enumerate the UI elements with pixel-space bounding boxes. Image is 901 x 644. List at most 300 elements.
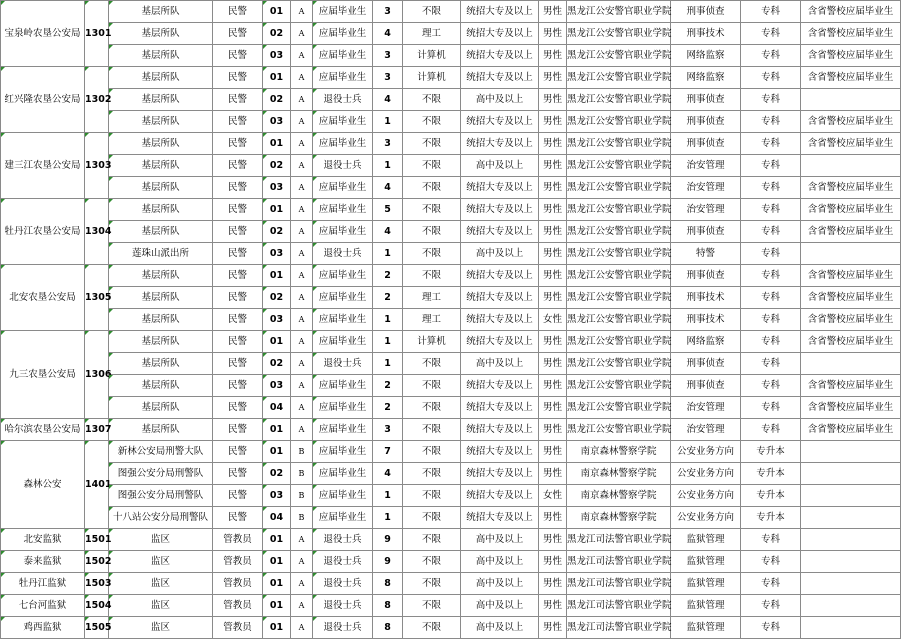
- unit-name-cell: 北安监狱: [1, 529, 85, 551]
- grade-cell: A: [291, 243, 313, 265]
- unit-name-cell: 宝泉岭农垦公安局: [1, 1, 85, 67]
- position-cell: 管教员: [213, 551, 263, 573]
- school-cell: 黑龙江公安警官职业学院: [567, 155, 671, 177]
- unit-name-cell: 牡丹江监狱: [1, 573, 85, 595]
- education-cell: 高中及以上: [461, 529, 539, 551]
- level-cell: 专科: [741, 573, 801, 595]
- education-cell: 统招大专及以上: [461, 287, 539, 309]
- remark-cell: 含省警校应届毕业生: [801, 309, 901, 331]
- recruit-source-cell: 应届毕业生: [313, 287, 373, 309]
- remark-cell: 含省警校应届毕业生: [801, 45, 901, 67]
- table-row: [1, 111, 901, 133]
- recruit-source-cell: 应届毕业生: [313, 265, 373, 287]
- headcount-cell: 4: [373, 463, 403, 485]
- unit-code-cell: 1301: [85, 1, 109, 67]
- department-cell: 基层所队: [109, 265, 213, 287]
- grade-cell: A: [291, 529, 313, 551]
- major-cell: 不限: [403, 375, 461, 397]
- grade-cell: A: [291, 1, 313, 23]
- remark-cell: 含省警校应届毕业生: [801, 1, 901, 23]
- department-cell: 基层所队: [109, 353, 213, 375]
- school-cell: 南京森林警察学院: [567, 463, 671, 485]
- recruit-source-cell: 应届毕业生: [313, 309, 373, 331]
- gender-cell: 男性: [539, 177, 567, 199]
- training-major-cell: 刑事侦查: [671, 89, 741, 111]
- remark-cell: 含省警校应届毕业生: [801, 67, 901, 89]
- gender-cell: 女性: [539, 485, 567, 507]
- headcount-cell: 1: [373, 309, 403, 331]
- department-cell: 基层所队: [109, 155, 213, 177]
- grade-cell: A: [291, 265, 313, 287]
- table-row: [1, 463, 901, 485]
- major-cell: 不限: [403, 221, 461, 243]
- position-cell: 民警: [213, 309, 263, 331]
- level-cell: 专科: [741, 243, 801, 265]
- unit-name-cell: 红兴隆农垦公安局: [1, 67, 85, 133]
- table-row: [1, 1, 901, 23]
- major-cell: 不限: [403, 485, 461, 507]
- training-major-cell: 治安管理: [671, 199, 741, 221]
- level-cell: 专升本: [741, 441, 801, 463]
- gender-cell: 男性: [539, 331, 567, 353]
- headcount-cell: 1: [373, 331, 403, 353]
- department-cell: 基层所队: [109, 287, 213, 309]
- table-row: [1, 529, 901, 551]
- major-cell: 不限: [403, 111, 461, 133]
- major-cell: 不限: [403, 265, 461, 287]
- department-cell: 基层所队: [109, 23, 213, 45]
- gender-cell: 女性: [539, 309, 567, 331]
- position-cell: 民警: [213, 199, 263, 221]
- unit-code-cell: 1302: [85, 67, 109, 133]
- major-cell: 不限: [403, 573, 461, 595]
- remark-cell: 含省警校应届毕业生: [801, 133, 901, 155]
- grade-cell: A: [291, 375, 313, 397]
- training-major-cell: 公安业务方向: [671, 463, 741, 485]
- training-major-cell: 刑事技术: [671, 309, 741, 331]
- recruit-source-cell: 应届毕业生: [313, 375, 373, 397]
- position-number-cell: 01: [263, 1, 291, 23]
- unit-code-cell: 1307: [85, 419, 109, 441]
- major-cell: 不限: [403, 463, 461, 485]
- recruit-source-cell: 应届毕业生: [313, 23, 373, 45]
- position-number-cell: 02: [263, 155, 291, 177]
- major-cell: 不限: [403, 617, 461, 639]
- gender-cell: 男性: [539, 375, 567, 397]
- department-cell: 图强公安分局刑警队: [109, 485, 213, 507]
- position-cell: 民警: [213, 265, 263, 287]
- school-cell: 黑龙江公安警官职业学院: [567, 309, 671, 331]
- gender-cell: 男性: [539, 199, 567, 221]
- headcount-cell: 4: [373, 177, 403, 199]
- major-cell: 不限: [403, 397, 461, 419]
- education-cell: 统招大专及以上: [461, 265, 539, 287]
- education-cell: 统招大专及以上: [461, 331, 539, 353]
- headcount-cell: 2: [373, 287, 403, 309]
- remark-cell: [801, 551, 901, 573]
- headcount-cell: 1: [373, 353, 403, 375]
- grade-cell: A: [291, 617, 313, 639]
- position-cell: 民警: [213, 331, 263, 353]
- gender-cell: 男性: [539, 23, 567, 45]
- grade-cell: A: [291, 177, 313, 199]
- gender-cell: 男性: [539, 617, 567, 639]
- remark-cell: [801, 441, 901, 463]
- gender-cell: 男性: [539, 353, 567, 375]
- level-cell: 专科: [741, 331, 801, 353]
- unit-code-cell: 1504: [85, 595, 109, 617]
- headcount-cell: 1: [373, 507, 403, 529]
- remark-cell: 含省警校应届毕业生: [801, 397, 901, 419]
- major-cell: 不限: [403, 1, 461, 23]
- position-cell: 民警: [213, 397, 263, 419]
- level-cell: 专科: [741, 133, 801, 155]
- education-cell: 统招大专及以上: [461, 485, 539, 507]
- table-row: [1, 177, 901, 199]
- position-cell: 民警: [213, 243, 263, 265]
- unit-code-cell: 1503: [85, 573, 109, 595]
- education-cell: 统招大专及以上: [461, 111, 539, 133]
- position-number-cell: 01: [263, 617, 291, 639]
- table-row: [1, 89, 901, 111]
- headcount-cell: 1: [373, 485, 403, 507]
- headcount-cell: 9: [373, 529, 403, 551]
- headcount-cell: 8: [373, 573, 403, 595]
- education-cell: 高中及以上: [461, 617, 539, 639]
- grade-cell: A: [291, 353, 313, 375]
- remark-cell: 含省警校应届毕业生: [801, 331, 901, 353]
- school-cell: 黑龙江公安警官职业学院: [567, 397, 671, 419]
- position-number-cell: 02: [263, 89, 291, 111]
- recruit-source-cell: 退役士兵: [313, 89, 373, 111]
- education-cell: 统招大专及以上: [461, 67, 539, 89]
- table-row: [1, 353, 901, 375]
- department-cell: 新林公安局刑警大队: [109, 441, 213, 463]
- department-cell: 基层所队: [109, 1, 213, 23]
- level-cell: 专科: [741, 67, 801, 89]
- gender-cell: 男性: [539, 265, 567, 287]
- position-cell: 民警: [213, 419, 263, 441]
- education-cell: 统招大专及以上: [461, 375, 539, 397]
- training-major-cell: 公安业务方向: [671, 485, 741, 507]
- position-cell: 管教员: [213, 573, 263, 595]
- training-major-cell: 网络监察: [671, 45, 741, 67]
- education-cell: 统招大专及以上: [461, 133, 539, 155]
- remark-cell: [801, 617, 901, 639]
- school-cell: 黑龙江司法警官职业学院: [567, 573, 671, 595]
- position-cell: 民警: [213, 353, 263, 375]
- remark-cell: 含省警校应届毕业生: [801, 221, 901, 243]
- position-cell: 民警: [213, 177, 263, 199]
- gender-cell: 男性: [539, 243, 567, 265]
- gender-cell: 男性: [539, 441, 567, 463]
- headcount-cell: 3: [373, 419, 403, 441]
- school-cell: 黑龙江司法警官职业学院: [567, 617, 671, 639]
- school-cell: 南京森林警察学院: [567, 441, 671, 463]
- department-cell: 十八站公安分局刑警队: [109, 507, 213, 529]
- training-major-cell: 刑事侦查: [671, 265, 741, 287]
- grade-cell: A: [291, 221, 313, 243]
- grade-cell: B: [291, 485, 313, 507]
- position-number-cell: 03: [263, 177, 291, 199]
- department-cell: 基层所队: [109, 45, 213, 67]
- level-cell: 专科: [741, 265, 801, 287]
- education-cell: 统招大专及以上: [461, 441, 539, 463]
- education-cell: 统招大专及以上: [461, 419, 539, 441]
- level-cell: 专科: [741, 551, 801, 573]
- position-cell: 管教员: [213, 529, 263, 551]
- headcount-cell: 4: [373, 89, 403, 111]
- level-cell: 专科: [741, 419, 801, 441]
- headcount-cell: 3: [373, 67, 403, 89]
- table-row: [1, 595, 901, 617]
- education-cell: 统招大专及以上: [461, 463, 539, 485]
- department-cell: 基层所队: [109, 199, 213, 221]
- grade-cell: A: [291, 309, 313, 331]
- table-row: [1, 221, 901, 243]
- department-cell: 基层所队: [109, 309, 213, 331]
- education-cell: 高中及以上: [461, 551, 539, 573]
- level-cell: 专科: [741, 177, 801, 199]
- unit-name-cell: 森林公安: [1, 441, 85, 529]
- recruit-source-cell: 应届毕业生: [313, 221, 373, 243]
- training-major-cell: 网络监察: [671, 331, 741, 353]
- level-cell: 专科: [741, 23, 801, 45]
- remark-cell: [801, 353, 901, 375]
- table-row: [1, 375, 901, 397]
- level-cell: 专科: [741, 287, 801, 309]
- recruit-source-cell: 退役士兵: [313, 529, 373, 551]
- position-number-cell: 01: [263, 529, 291, 551]
- education-cell: 统招大专及以上: [461, 1, 539, 23]
- remark-cell: 含省警校应届毕业生: [801, 265, 901, 287]
- table-row: [1, 485, 901, 507]
- grade-cell: A: [291, 155, 313, 177]
- education-cell: 高中及以上: [461, 243, 539, 265]
- department-cell: 基层所队: [109, 397, 213, 419]
- unit-name-cell: 北安农垦公安局: [1, 265, 85, 331]
- position-cell: 民警: [213, 221, 263, 243]
- department-cell: 莲珠山派出所: [109, 243, 213, 265]
- table-row: [1, 419, 901, 441]
- major-cell: 不限: [403, 133, 461, 155]
- recruit-source-cell: 退役士兵: [313, 551, 373, 573]
- major-cell: 不限: [403, 199, 461, 221]
- education-cell: 高中及以上: [461, 89, 539, 111]
- remark-cell: [801, 595, 901, 617]
- position-number-cell: 04: [263, 397, 291, 419]
- education-cell: 统招大专及以上: [461, 507, 539, 529]
- recruit-source-cell: 应届毕业生: [313, 199, 373, 221]
- unit-code-cell: 1306: [85, 331, 109, 419]
- unit-name-cell: 九三农垦公安局: [1, 331, 85, 419]
- remark-cell: [801, 507, 901, 529]
- department-cell: 监区: [109, 573, 213, 595]
- department-cell: 监区: [109, 595, 213, 617]
- level-cell: 专科: [741, 111, 801, 133]
- position-cell: 管教员: [213, 617, 263, 639]
- table-row: [1, 199, 901, 221]
- unit-name-cell: 泰来监狱: [1, 551, 85, 573]
- gender-cell: 男性: [539, 67, 567, 89]
- major-cell: 不限: [403, 551, 461, 573]
- table-row: [1, 45, 901, 67]
- education-cell: 高中及以上: [461, 353, 539, 375]
- major-cell: 计算机: [403, 67, 461, 89]
- school-cell: 黑龙江公安警官职业学院: [567, 89, 671, 111]
- position-cell: 民警: [213, 67, 263, 89]
- school-cell: 黑龙江公安警官职业学院: [567, 133, 671, 155]
- level-cell: 专升本: [741, 463, 801, 485]
- recruit-source-cell: 应届毕业生: [313, 133, 373, 155]
- grade-cell: A: [291, 595, 313, 617]
- unit-code-cell: 1505: [85, 617, 109, 639]
- training-major-cell: 刑事技术: [671, 23, 741, 45]
- major-cell: 理工: [403, 309, 461, 331]
- headcount-cell: 9: [373, 551, 403, 573]
- major-cell: 计算机: [403, 331, 461, 353]
- recruit-source-cell: 应届毕业生: [313, 463, 373, 485]
- department-cell: 基层所队: [109, 133, 213, 155]
- department-cell: 监区: [109, 551, 213, 573]
- position-number-cell: 03: [263, 243, 291, 265]
- recruit-source-cell: 退役士兵: [313, 573, 373, 595]
- training-major-cell: 刑事侦查: [671, 221, 741, 243]
- training-major-cell: 治安管理: [671, 177, 741, 199]
- level-cell: 专科: [741, 397, 801, 419]
- unit-name-cell: 牡丹江农垦公安局: [1, 199, 85, 265]
- education-cell: 统招大专及以上: [461, 177, 539, 199]
- school-cell: 黑龙江公安警官职业学院: [567, 221, 671, 243]
- table-row: [1, 287, 901, 309]
- position-number-cell: 01: [263, 551, 291, 573]
- major-cell: 不限: [403, 177, 461, 199]
- gender-cell: 男性: [539, 287, 567, 309]
- major-cell: 不限: [403, 243, 461, 265]
- training-major-cell: 监狱管理: [671, 529, 741, 551]
- training-major-cell: 治安管理: [671, 419, 741, 441]
- school-cell: 黑龙江公安警官职业学院: [567, 375, 671, 397]
- position-cell: 民警: [213, 485, 263, 507]
- gender-cell: 男性: [539, 529, 567, 551]
- remark-cell: [801, 89, 901, 111]
- table-row: [1, 265, 901, 287]
- education-cell: 统招大专及以上: [461, 397, 539, 419]
- remark-cell: [801, 463, 901, 485]
- remark-cell: [801, 529, 901, 551]
- department-cell: 基层所队: [109, 375, 213, 397]
- position-number-cell: 01: [263, 331, 291, 353]
- training-major-cell: 公安业务方向: [671, 441, 741, 463]
- school-cell: 黑龙江公安警官职业学院: [567, 331, 671, 353]
- major-cell: 理工: [403, 287, 461, 309]
- headcount-cell: 1: [373, 243, 403, 265]
- level-cell: 专科: [741, 529, 801, 551]
- school-cell: 黑龙江司法警官职业学院: [567, 551, 671, 573]
- grade-cell: B: [291, 463, 313, 485]
- major-cell: 计算机: [403, 45, 461, 67]
- education-cell: 高中及以上: [461, 595, 539, 617]
- gender-cell: 男性: [539, 1, 567, 23]
- training-major-cell: 监狱管理: [671, 573, 741, 595]
- major-cell: 不限: [403, 353, 461, 375]
- recruit-source-cell: 应届毕业生: [313, 177, 373, 199]
- level-cell: 专科: [741, 375, 801, 397]
- headcount-cell: 3: [373, 133, 403, 155]
- position-number-cell: 01: [263, 595, 291, 617]
- position-number-cell: 03: [263, 45, 291, 67]
- school-cell: 黑龙江公安警官职业学院: [567, 1, 671, 23]
- remark-cell: 含省警校应届毕业生: [801, 375, 901, 397]
- major-cell: 不限: [403, 89, 461, 111]
- gender-cell: 男性: [539, 89, 567, 111]
- headcount-cell: 2: [373, 375, 403, 397]
- recruit-source-cell: 应届毕业生: [313, 419, 373, 441]
- table-row: [1, 23, 901, 45]
- remark-cell: 含省警校应届毕业生: [801, 419, 901, 441]
- gender-cell: 男性: [539, 507, 567, 529]
- position-number-cell: 02: [263, 287, 291, 309]
- position-cell: 管教员: [213, 595, 263, 617]
- training-major-cell: 治安管理: [671, 397, 741, 419]
- training-major-cell: 刑事侦查: [671, 133, 741, 155]
- education-cell: 统招大专及以上: [461, 23, 539, 45]
- department-cell: 基层所队: [109, 111, 213, 133]
- grade-cell: A: [291, 331, 313, 353]
- level-cell: 专科: [741, 89, 801, 111]
- position-cell: 民警: [213, 287, 263, 309]
- table-row: [1, 155, 901, 177]
- grade-cell: A: [291, 23, 313, 45]
- grade-cell: B: [291, 507, 313, 529]
- position-number-cell: 02: [263, 353, 291, 375]
- level-cell: 专科: [741, 353, 801, 375]
- remark-cell: 含省警校应届毕业生: [801, 177, 901, 199]
- unit-code-cell: 1501: [85, 529, 109, 551]
- department-cell: 基层所队: [109, 89, 213, 111]
- headcount-cell: 4: [373, 221, 403, 243]
- training-major-cell: 刑事侦查: [671, 375, 741, 397]
- unit-name-cell: 七台河监狱: [1, 595, 85, 617]
- position-cell: 民警: [213, 45, 263, 67]
- position-number-cell: 03: [263, 485, 291, 507]
- position-number-cell: 01: [263, 67, 291, 89]
- recruit-source-cell: 应届毕业生: [313, 485, 373, 507]
- education-cell: 统招大专及以上: [461, 221, 539, 243]
- unit-name-cell: 哈尔滨农垦公安局: [1, 419, 85, 441]
- position-cell: 民警: [213, 507, 263, 529]
- remark-cell: 含省警校应届毕业生: [801, 199, 901, 221]
- grade-cell: A: [291, 287, 313, 309]
- gender-cell: 男性: [539, 133, 567, 155]
- unit-code-cell: 1305: [85, 265, 109, 331]
- table-row: [1, 573, 901, 595]
- headcount-cell: 5: [373, 199, 403, 221]
- training-major-cell: 刑事侦查: [671, 111, 741, 133]
- position-number-cell: 02: [263, 221, 291, 243]
- recruit-source-cell: 退役士兵: [313, 243, 373, 265]
- position-cell: 民警: [213, 133, 263, 155]
- school-cell: 黑龙江公安警官职业学院: [567, 111, 671, 133]
- headcount-cell: 7: [373, 441, 403, 463]
- grade-cell: A: [291, 111, 313, 133]
- position-number-cell: 01: [263, 199, 291, 221]
- school-cell: 南京森林警察学院: [567, 507, 671, 529]
- training-major-cell: 监狱管理: [671, 551, 741, 573]
- grade-cell: A: [291, 199, 313, 221]
- grade-cell: A: [291, 419, 313, 441]
- grade-cell: A: [291, 551, 313, 573]
